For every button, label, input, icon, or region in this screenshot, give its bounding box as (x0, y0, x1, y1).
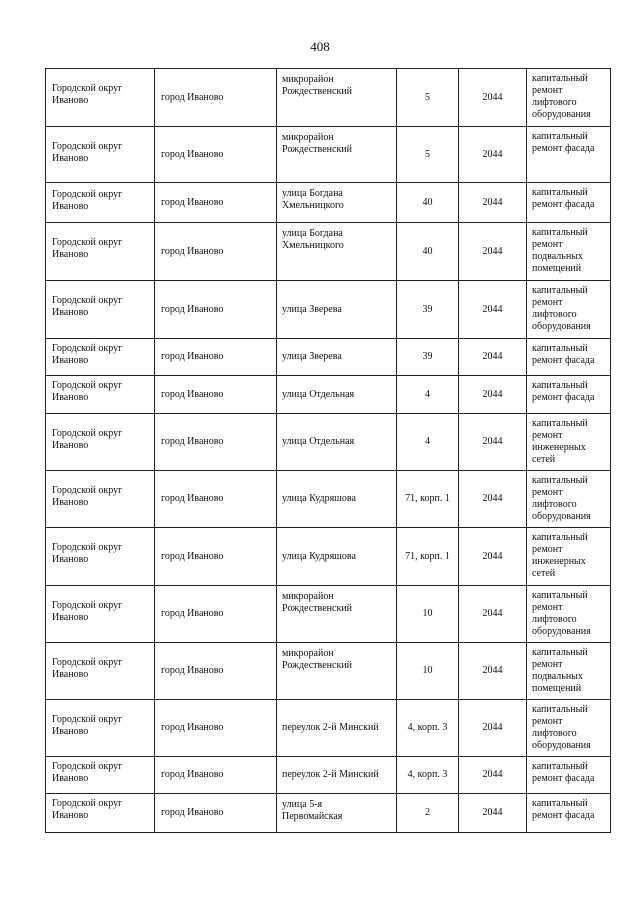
year-text: 2044 (482, 665, 503, 676)
street-cell (277, 528, 397, 586)
locality-text: город Иваново (161, 807, 224, 818)
house-text: 4 (425, 436, 430, 447)
house-cell (397, 586, 459, 643)
table-row (46, 586, 611, 643)
work-type-cell (527, 376, 611, 414)
municipality-text: Городской округ Иваново (52, 542, 123, 565)
locality-cell (155, 586, 277, 643)
house-cell (397, 376, 459, 414)
municipality-cell (46, 414, 155, 471)
locality-text: город Иваново (161, 665, 224, 676)
locality-cell (155, 528, 277, 586)
locality-cell (155, 69, 277, 127)
table-row (46, 757, 611, 794)
year-text: 2044 (482, 608, 503, 619)
municipality-cell (46, 643, 155, 700)
house-text: 4, корп. 3 (407, 769, 448, 780)
year-cell (459, 471, 527, 528)
municipality-text: Городской округ Иваново (52, 657, 123, 680)
year-cell (459, 643, 527, 700)
house-cell (397, 339, 459, 376)
house-text: 39 (422, 303, 433, 315)
municipality-text: Городской округ Иваново (52, 761, 123, 784)
municipality-cell (46, 223, 155, 281)
work-type-text: капитальный ремонт подвальных помещений (532, 227, 588, 274)
locality-text: город Иваново (161, 493, 224, 504)
year-text: 2044 (482, 351, 503, 362)
street-text: улица Отдельная (282, 436, 355, 447)
municipality-text: Городской округ Иваново (52, 485, 123, 508)
street-text: улица Кудряшова (282, 493, 356, 504)
locality-text: город Иваново (161, 436, 224, 447)
work-type-cell (527, 794, 611, 833)
municipality-cell (46, 700, 155, 757)
house-text: 4 (425, 388, 430, 400)
house-text: 40 (422, 245, 433, 257)
year-cell (459, 69, 527, 127)
work-type-cell (527, 700, 611, 757)
year-text: 2044 (482, 436, 503, 447)
work-type-text: капитальный ремонт лифтового оборудования (532, 704, 591, 751)
table-body (46, 69, 611, 833)
locality-text: город Иваново (161, 388, 224, 400)
house-cell (397, 281, 459, 339)
table-row (46, 794, 611, 833)
street-text: микрорайон Рождественский (282, 591, 353, 614)
year-cell (459, 757, 527, 794)
house-text: 10 (422, 665, 433, 676)
locality-cell (155, 127, 277, 183)
locality-cell (155, 700, 277, 757)
municipality-text: Городской округ Иваново (52, 83, 123, 106)
municipality-cell (46, 69, 155, 127)
work-type-cell (527, 414, 611, 471)
street-cell (277, 127, 397, 183)
work-type-cell (527, 127, 611, 183)
year-text: 2044 (482, 769, 503, 780)
municipality-text: Городской округ Иваново (52, 141, 123, 164)
work-type-text: капитальный ремонт лифтового оборудования (532, 590, 591, 637)
house-text: 40 (422, 196, 433, 208)
street-cell (277, 794, 397, 833)
year-text: 2044 (482, 91, 503, 103)
table-row (46, 376, 611, 414)
work-type-text: капитальный ремонт лифтового оборудования (532, 475, 591, 522)
work-type-text: капитальный ремонт фасада (532, 131, 595, 154)
street-cell (277, 281, 397, 339)
work-type-text: капитальный ремонт инженерных сетей (532, 532, 588, 579)
locality-text: город Иваново (161, 245, 224, 257)
year-cell (459, 183, 527, 223)
house-cell (397, 127, 459, 183)
house-cell (397, 528, 459, 586)
municipality-cell (46, 528, 155, 586)
year-text: 2044 (482, 245, 503, 257)
house-cell (397, 757, 459, 794)
street-text: улица Богдана Хмельницкого (282, 228, 344, 251)
street-cell (277, 69, 397, 127)
house-cell (397, 414, 459, 471)
table-row (46, 281, 611, 339)
table-row (46, 127, 611, 183)
street-cell (277, 223, 397, 281)
street-text: улица Отдельная (282, 388, 355, 400)
house-text: 71, корп. 1 (405, 550, 450, 562)
street-text: микрорайон Рождественский (282, 648, 353, 671)
municipality-cell (46, 757, 155, 794)
year-cell (459, 414, 527, 471)
locality-cell (155, 376, 277, 414)
street-text: микрорайон Рождественский (282, 132, 353, 155)
street-text: переулок 2-й Минский (282, 769, 379, 780)
table-row (46, 471, 611, 528)
street-cell (277, 414, 397, 471)
work-type-cell (527, 69, 611, 127)
work-type-cell (527, 586, 611, 643)
year-cell (459, 376, 527, 414)
year-text: 2044 (482, 722, 503, 733)
municipality-text: Городской округ Иваново (52, 295, 123, 318)
year-cell (459, 281, 527, 339)
house-text: 2 (425, 807, 430, 818)
locality-text: город Иваново (161, 351, 224, 362)
street-cell (277, 339, 397, 376)
municipality-text: Городской округ Иваново (52, 343, 123, 366)
year-text: 2044 (482, 303, 503, 315)
street-cell (277, 700, 397, 757)
work-type-cell (527, 339, 611, 376)
street-cell (277, 757, 397, 794)
work-type-text: капитальный ремонт фасада (532, 798, 595, 821)
year-text: 2044 (482, 196, 503, 208)
work-type-cell (527, 643, 611, 700)
municipality-cell (46, 281, 155, 339)
locality-text: город Иваново (161, 769, 224, 780)
municipality-text: Городской округ Иваново (52, 600, 123, 623)
house-text: 71, корп. 1 (405, 493, 450, 504)
locality-text: город Иваново (161, 722, 224, 733)
street-text: улица 5-я Первомайская (282, 799, 343, 822)
municipality-text: Городской округ Иваново (52, 428, 123, 451)
year-cell (459, 223, 527, 281)
municipality-cell (46, 376, 155, 414)
year-cell (459, 528, 527, 586)
house-text: 5 (425, 91, 430, 103)
work-type-text: капитальный ремонт фасада (532, 187, 595, 210)
table-row (46, 414, 611, 471)
house-cell (397, 700, 459, 757)
street-text: переулок 2-й Минский (282, 722, 379, 733)
municipality-text: Городской округ Иваново (52, 189, 123, 212)
year-text: 2044 (482, 388, 503, 400)
house-text: 5 (425, 148, 430, 160)
municipality-text: Городской округ Иваново (52, 714, 123, 737)
street-cell (277, 643, 397, 700)
year-cell (459, 700, 527, 757)
municipality-cell (46, 794, 155, 833)
municipality-text: Городской округ Иваново (52, 237, 123, 260)
street-text: улица Богдана Хмельницкого (282, 188, 344, 211)
house-cell (397, 69, 459, 127)
year-text: 2044 (482, 493, 503, 504)
repair-schedule-table (45, 68, 611, 833)
work-type-cell (527, 528, 611, 586)
work-type-text: капитальный ремонт лифтового оборудования (532, 285, 591, 332)
table-row (46, 223, 611, 281)
page-number: 408 (310, 39, 330, 54)
table-row (46, 69, 611, 127)
work-type-text: капитальный ремонт фасада (532, 343, 595, 366)
work-type-text: капитальный ремонт фасада (532, 380, 595, 403)
locality-text: город Иваново (161, 196, 224, 208)
street-cell (277, 586, 397, 643)
house-text: 39 (422, 351, 433, 362)
street-text: улица Кудряшова (282, 550, 356, 562)
house-cell (397, 223, 459, 281)
work-type-cell (527, 183, 611, 223)
locality-text: город Иваново (161, 303, 224, 315)
locality-text: город Иваново (161, 608, 224, 619)
house-cell (397, 471, 459, 528)
house-text: 4, корп. 3 (407, 722, 448, 733)
work-type-cell (527, 281, 611, 339)
house-cell (397, 794, 459, 833)
locality-cell (155, 794, 277, 833)
locality-cell (155, 643, 277, 700)
street-cell (277, 471, 397, 528)
street-text: микрорайон Рождественский (282, 74, 353, 97)
locality-text: город Иваново (161, 148, 224, 160)
house-cell (397, 183, 459, 223)
municipality-text: Городской округ Иваново (52, 380, 123, 403)
table-row (46, 183, 611, 223)
year-cell (459, 794, 527, 833)
locality-cell (155, 414, 277, 471)
work-type-text: капитальный ремонт подвальных помещений (532, 647, 588, 694)
municipality-cell (46, 183, 155, 223)
table-row (46, 643, 611, 700)
municipality-cell (46, 586, 155, 643)
street-text: улица Зверева (282, 303, 342, 315)
year-cell (459, 586, 527, 643)
locality-cell (155, 183, 277, 223)
work-type-text: капитальный ремонт фасада (532, 761, 595, 784)
municipality-cell (46, 339, 155, 376)
municipality-cell (46, 127, 155, 183)
locality-cell (155, 339, 277, 376)
year-text: 2044 (482, 807, 503, 818)
table-row (46, 528, 611, 586)
locality-cell (155, 223, 277, 281)
work-type-text: капитальный ремонт лифтового оборудования (532, 73, 591, 120)
year-text: 2044 (482, 550, 503, 562)
work-type-text: капитальный ремонт инженерных сетей (532, 418, 588, 465)
street-cell (277, 376, 397, 414)
locality-text: город Иваново (161, 91, 224, 103)
table-row (46, 339, 611, 376)
locality-text: город Иваново (161, 550, 224, 562)
locality-cell (155, 757, 277, 794)
locality-cell (155, 471, 277, 528)
work-type-cell (527, 223, 611, 281)
year-cell (459, 127, 527, 183)
table-row (46, 700, 611, 757)
work-type-cell (527, 471, 611, 528)
street-cell (277, 183, 397, 223)
municipality-text: Городской округ Иваново (52, 798, 123, 821)
work-type-cell (527, 757, 611, 794)
street-text: улица Зверева (282, 351, 342, 362)
municipality-cell (46, 471, 155, 528)
house-text: 10 (422, 608, 433, 619)
house-cell (397, 643, 459, 700)
locality-cell (155, 281, 277, 339)
year-text: 2044 (482, 148, 503, 160)
year-cell (459, 339, 527, 376)
